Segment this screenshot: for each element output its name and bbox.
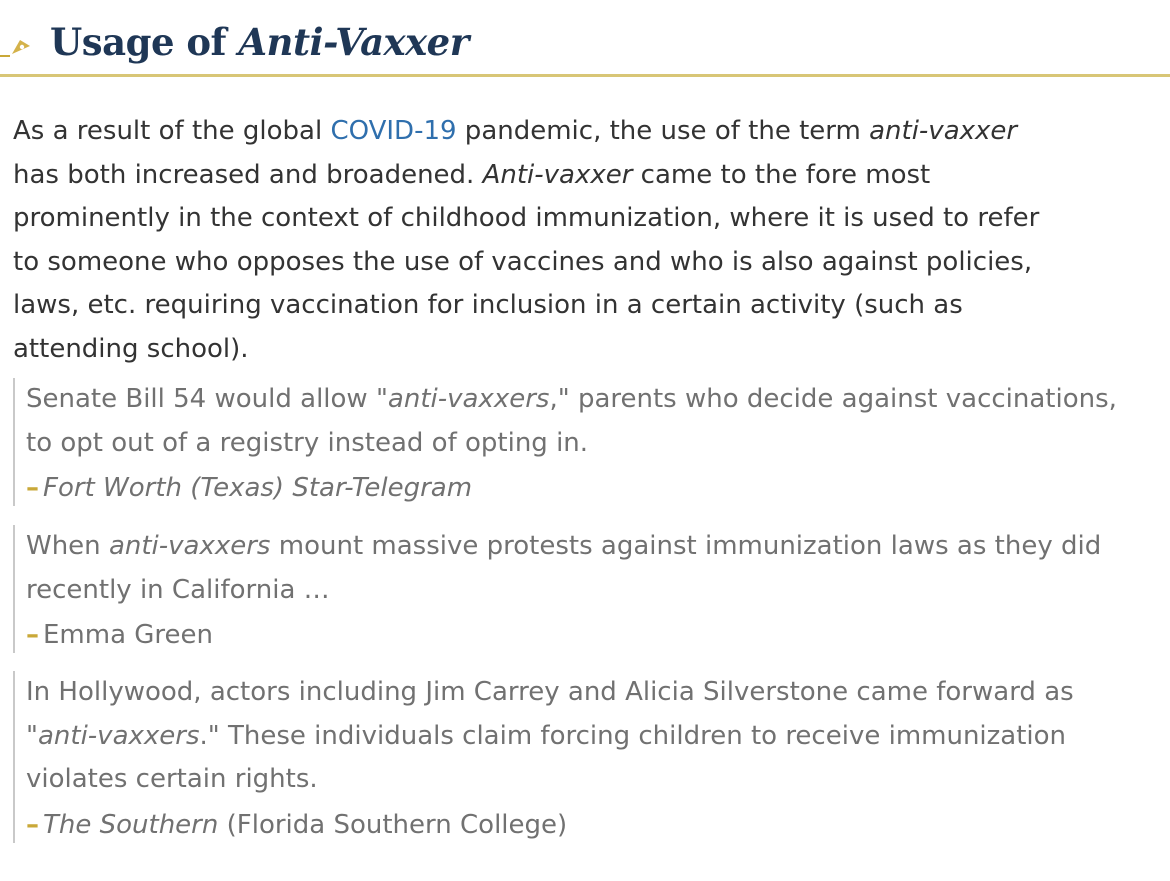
quote-line <box>26 525 1101 569</box>
section-title-prefix: Usage of <box>50 20 239 64</box>
quote-line: In Hollywood, actors including Jim Carrey and Alicia Silverstone came forward as <box>26 677 1074 707</box>
intro-line: attending school). <box>13 333 249 364</box>
intro-text: has both increased and broadened. <box>13 159 483 190</box>
quote-term: anti-vaxxers <box>108 531 271 561</box>
intro-text: As a result of the global <box>13 116 331 146</box>
section-title-term: Anti-Vaxxer <box>238 20 469 64</box>
intro-line <box>13 154 1163 198</box>
section-title <box>50 16 469 68</box>
intro-text: pandemic, the use of the term <box>456 116 870 146</box>
citation-source: Fort Worth (Texas) Star-Telegram <box>43 473 473 504</box>
intro-line: to someone who opposes the use of vaccines and who is also against policies, <box>13 246 1033 277</box>
citation-dash: – <box>26 620 39 651</box>
quote-text: When <box>26 531 109 561</box>
quote-citation <box>26 614 1101 658</box>
quote-text: " <box>26 720 38 751</box>
quote-citation <box>26 804 1074 848</box>
header-divider <box>0 74 1170 77</box>
intro-text: came to the fore most <box>632 159 931 190</box>
intro-term: Anti-vaxxer <box>482 159 633 190</box>
pen-nib-icon <box>0 30 36 58</box>
quote-term: anti-vaxxers <box>37 720 200 751</box>
intro-paragraph <box>13 110 1163 372</box>
quote-text: ," parents who decide against vaccinations, <box>549 384 1117 414</box>
usage-quote <box>13 671 1074 843</box>
citation-dash: – <box>26 809 39 840</box>
citation-source: The Southern <box>43 809 219 840</box>
quote-line: violates certain rights. <box>26 764 318 795</box>
citation-author: Emma Green <box>43 620 214 651</box>
quote-text: mount massive protests against immunization laws as they did <box>270 531 1102 561</box>
section-header <box>0 0 1170 78</box>
quote-line: recently in California … <box>26 574 330 605</box>
quote-text: Senate Bill 54 would allow " <box>26 384 388 414</box>
covid-19-link[interactable]: COVID-19 <box>330 116 457 146</box>
quote-text: ." These individuals claim forcing children to receive immunization <box>199 720 1067 751</box>
quote-line <box>26 715 1074 759</box>
intro-line: laws, etc. requiring vaccination for inclusion in a certain activity (such as <box>13 290 963 321</box>
citation-detail: (Florida Southern College) <box>218 809 568 840</box>
intro-line <box>13 110 1163 154</box>
usage-quote <box>13 378 1117 506</box>
intro-term: anti-vaxxer <box>869 116 1018 146</box>
citation-dash: – <box>26 473 39 504</box>
quote-term: anti-vaxxers <box>387 384 550 414</box>
quote-citation <box>26 467 1117 511</box>
intro-line: prominently in the context of childhood immunization, where it is used to refer <box>13 203 1040 234</box>
quote-line: to opt out of a registry instead of opting in. <box>26 427 589 458</box>
quote-line <box>26 378 1117 422</box>
usage-quote <box>13 525 1101 653</box>
